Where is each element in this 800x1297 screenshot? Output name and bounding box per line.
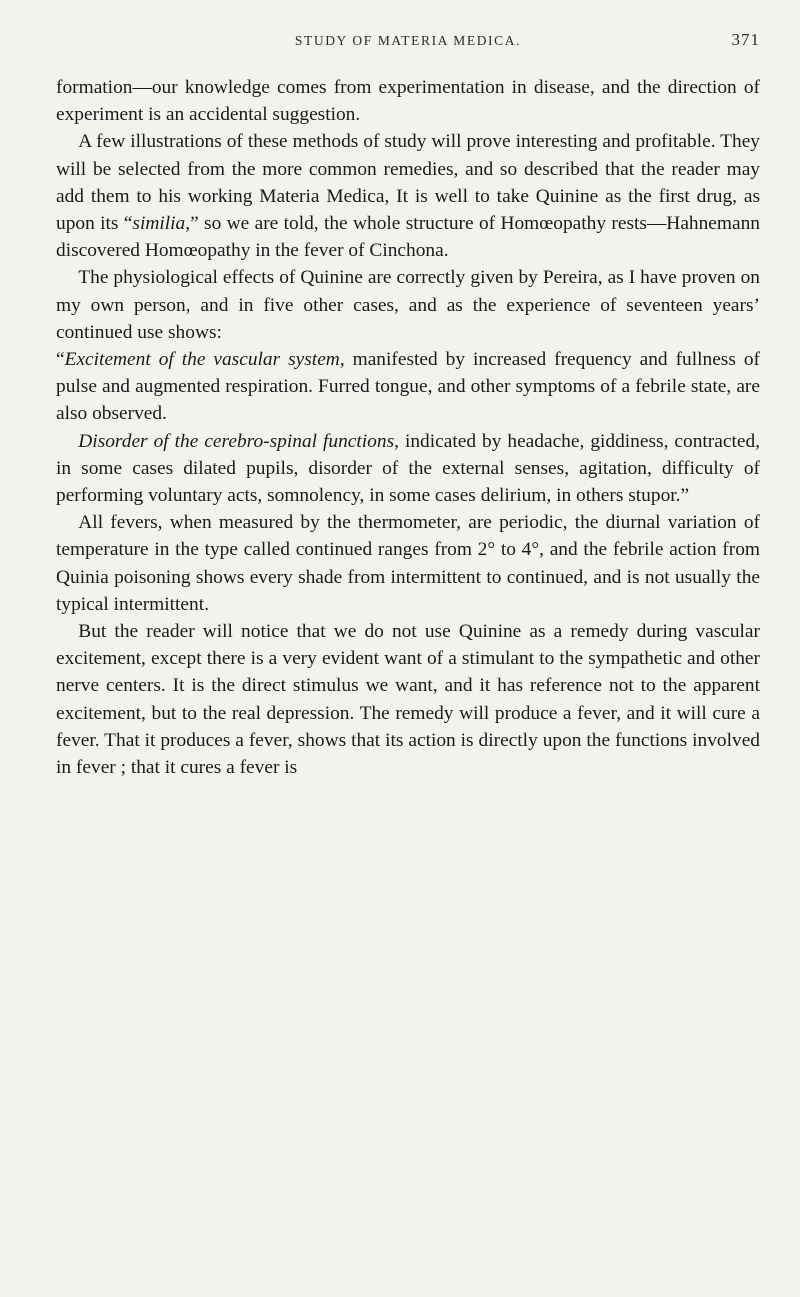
paragraph-text: formation—our knowledge comes from experimentation in disease, and the direction of experiment is an accidental suggestion. — [56, 77, 760, 126]
paragraph-remedy — [56, 618, 760, 781]
italic-term-similia: similia — [132, 213, 186, 235]
paragraph-continuation — [56, 74, 760, 128]
paragraph-text: But the reader will notice that we do not use Quinine as a remedy during vascular excitement, except there is a very evident want of a stimulant to the sympathetic and other nerve centers. It is the direct stimulus we want, and it has reference not to the apparent excitement, but to the real depression. The remedy will produce a fever, and it will cure a fever. That it produces a fever, shows that its action is directly upon the functions involved in fever ; that it cures a fever is — [56, 621, 760, 779]
paragraph-text: , indicated by headache, giddiness, contracted, in some cases dilated pupils, disorder of the external senses, agitation, difficulty of performing voluntary acts, somnolency, in some cases delirium, in others stupor.” — [56, 430, 760, 507]
paragraph-text: The physiological effects of Quinine are correctly given by Pereira, as I have proven on my own person, and in five other cases, and as the experience of seventeen years’ continued use shows: — [56, 267, 760, 343]
paragraph-text: , manifested by increased frequency and fullness of pulse and augmented respiration. Furred tongue, and other symptoms of a febrile state, are also observed. — [56, 349, 760, 425]
paragraph-text: A few illustrations of these methods of study will prove interesting and profitable. They will be selected from the more common remedies, and so described that the reader may add them to his working Materia Medica, It is well to take Quinine as the first drug, as upon its “ — [56, 131, 760, 235]
italic-heading-vascular: Excitement of the vascular system — [64, 349, 340, 371]
quote-cerebro-spinal — [56, 428, 760, 510]
paragraph-text: ,” so we are told, the whole structure of Homœopathy rests—Hahnemann discovered Homœopathy in the fever of Cinchona. — [56, 213, 760, 262]
body-text — [56, 74, 760, 781]
italic-heading-cerebro-spinal: Disorder of the cerebro-spinal functions — [78, 430, 395, 452]
open-quote: “ — [56, 349, 65, 371]
paragraph-physiological-effects — [56, 264, 760, 346]
paragraph-illustrations — [56, 128, 760, 264]
quote-vascular-excitement — [56, 346, 760, 428]
running-title: STUDY OF MATERIA MEDICA. — [294, 33, 522, 48]
paragraph-text: All fevers, when measured by the thermometer, are periodic, the diurnal variation of temperature in the type called continued ranges from 2° to 4°, and the febrile action from Quinia poisoning shows every shade from intermittent to continued, and is not usually the typical intermittent. — [56, 512, 760, 615]
page-number: 371 — [731, 30, 760, 49]
running-header — [56, 0, 760, 60]
paragraph-fevers — [56, 509, 760, 618]
